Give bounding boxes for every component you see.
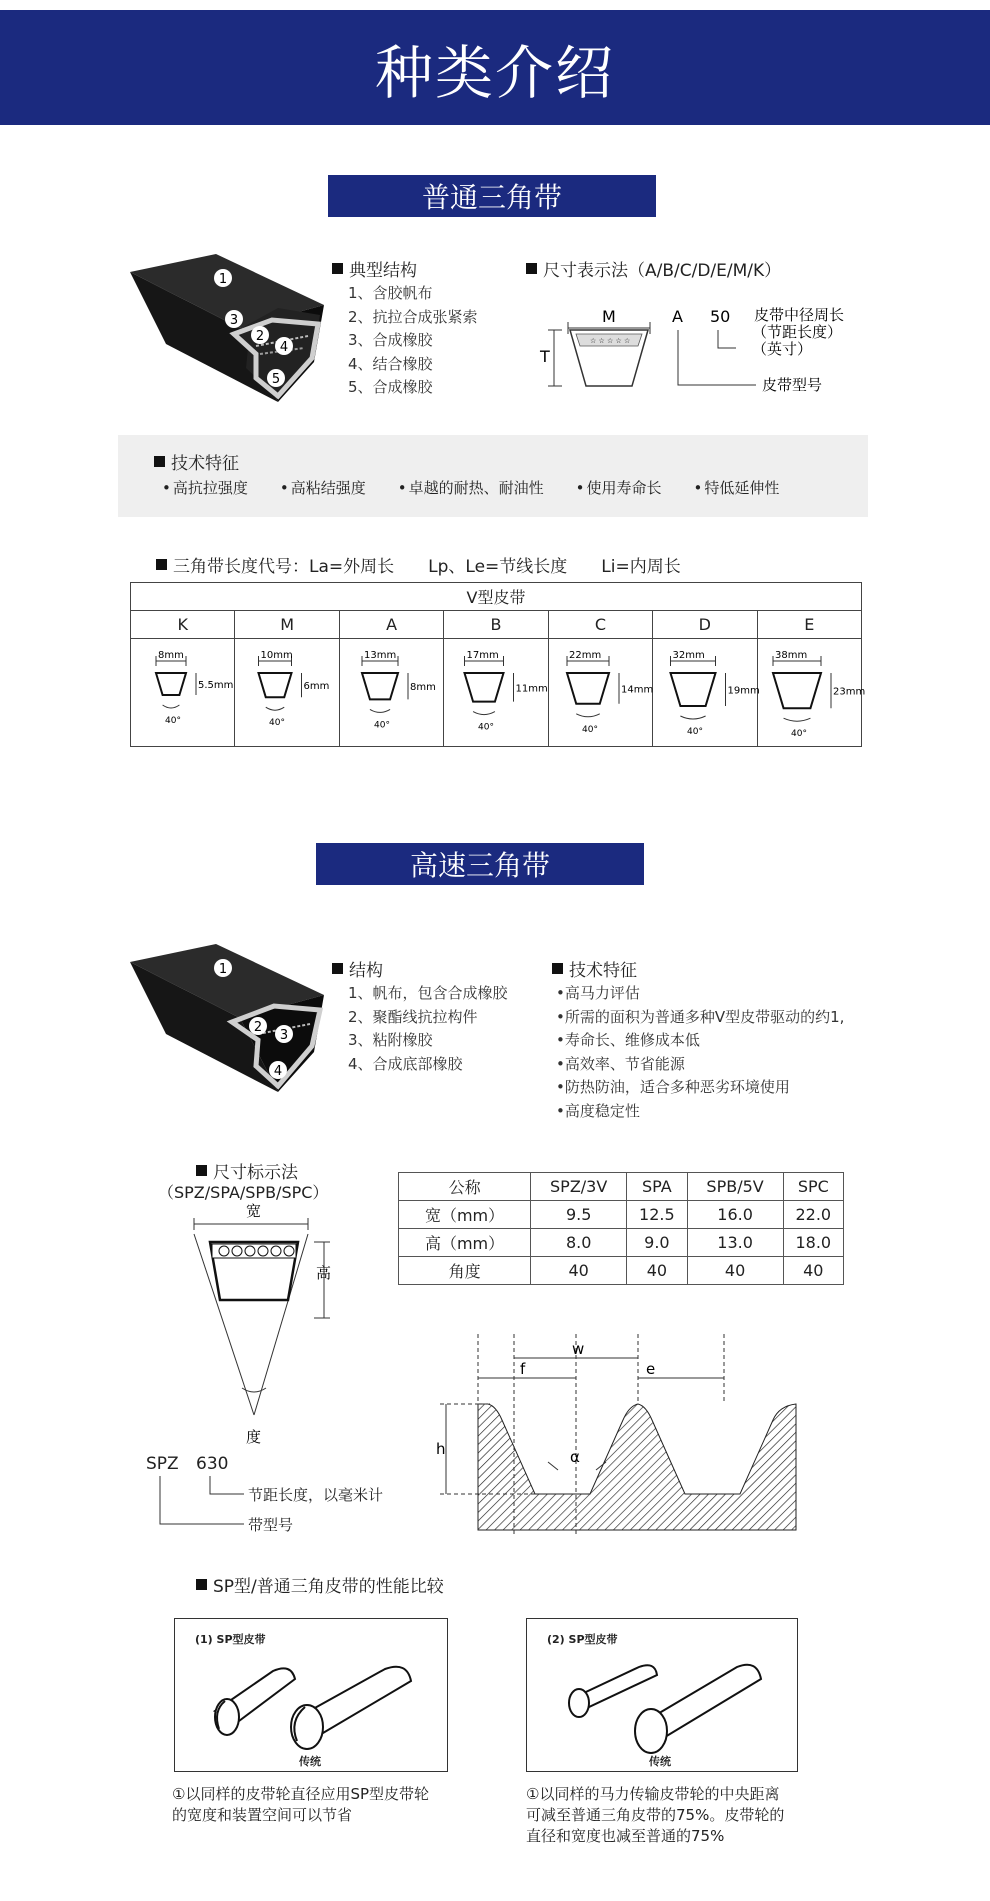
vbelt-col-header: K xyxy=(131,611,235,639)
structure-list xyxy=(348,282,478,400)
svg-text:5: 5 xyxy=(271,372,281,387)
table-cell: 22.0 xyxy=(783,1201,843,1229)
vbelt-col-header: B xyxy=(444,611,548,639)
vbelt-width-label: 13mm xyxy=(363,649,396,661)
size-notation-heading: 尺寸表示法（A/B/C/D/E/M/K） xyxy=(526,256,781,281)
table-cell: 9.0 xyxy=(627,1229,687,1257)
table-cell: 角度 xyxy=(399,1257,531,1285)
vbelt-col-header: D xyxy=(653,611,757,639)
spec-table-header: SPC xyxy=(783,1173,843,1201)
circumference-line2: （节距长度） xyxy=(752,323,843,341)
compare-caption-2: ①以同样的马力传输皮带轮的中央距离 可减至普通三角皮带的75%。皮带轮的 直径和宽度也减至普通的75% xyxy=(526,1785,785,1845)
sp-code-length: 630 xyxy=(196,1454,229,1474)
table-cell: 高（mm） xyxy=(399,1229,531,1257)
compare-belts-2 xyxy=(547,1641,787,1751)
vbelt-profile xyxy=(759,641,866,741)
svg-text:度: 度 xyxy=(246,1428,262,1446)
vbelt-profile-cell xyxy=(444,639,548,747)
hs-size-subheading: （SPZ/SPA/SPB/SPC） xyxy=(158,1183,329,1202)
vbelt-table xyxy=(130,582,866,747)
sp-belt-angle-diagram xyxy=(180,1200,340,1450)
vbelt-profile xyxy=(550,641,654,741)
vbelt-width-label: 38mm xyxy=(775,649,808,661)
structure-heading: 典型结构 xyxy=(332,256,417,281)
list-item: 5、合成橡胶 xyxy=(348,378,433,396)
svg-text:4: 4 xyxy=(279,340,289,355)
svg-text:h: h xyxy=(436,1440,446,1458)
table-cell: 40 xyxy=(627,1257,687,1285)
list-item: 3、粘附橡胶 xyxy=(348,1031,433,1049)
code-50: 50 xyxy=(710,307,731,326)
svg-text:f: f xyxy=(520,1360,526,1378)
list-item: 2、聚酯线抗拉构件 xyxy=(348,1007,478,1026)
vbelt-angle-label: 40° xyxy=(791,728,808,739)
vbelt-width-label: 32mm xyxy=(672,649,705,661)
list-item: 1、含胶帆布 xyxy=(348,284,433,302)
highspeed-belt-illustration xyxy=(128,940,328,1100)
section-title-highspeed: 高速三角带 xyxy=(316,843,644,885)
feature-item: • 卓越的耐热、耐油性 xyxy=(398,477,544,498)
compare-label-1: (1) SP型皮带 xyxy=(195,1633,266,1646)
compare-bottom-1: 传统 xyxy=(299,1755,321,1768)
vbelt-angle-label: 40° xyxy=(582,724,599,735)
vbelt-profile xyxy=(655,641,760,741)
vbelt-angle-label: 40° xyxy=(164,715,181,726)
compare-belts-1 xyxy=(195,1641,435,1751)
code-a: A xyxy=(672,307,683,326)
list-item: 2、抗拉合成张紧索 xyxy=(348,307,478,326)
vbelt-col-header: E xyxy=(757,611,861,639)
vbelt-width-label: 10mm xyxy=(260,649,293,661)
feature-item: • 高粘结强度 xyxy=(280,477,366,498)
svg-text:α: α xyxy=(570,1448,580,1466)
feature-item: • 使用寿命长 xyxy=(576,477,662,498)
list-item: •所需的面积为普通多种V型皮带驱动的约1, xyxy=(556,1007,845,1026)
sp-model-desc: 带型号 xyxy=(248,1516,294,1534)
compare-label-2: (2) SP型皮带 xyxy=(547,1633,618,1646)
vbelt-width-label: 8mm xyxy=(157,649,184,661)
vbelt-col-header: C xyxy=(548,611,652,639)
list-item: 4、合成底部橡胶 xyxy=(348,1054,463,1073)
list-item: •寿命长、维修成本低 xyxy=(556,1031,700,1049)
table-cell: 12.5 xyxy=(627,1201,687,1229)
section-title-standard: 普通三角带 xyxy=(328,175,656,217)
vbelt-height-label: 6mm xyxy=(303,680,330,692)
list-item: 3、合成橡胶 xyxy=(348,331,433,349)
list-item: •高马力评估 xyxy=(556,984,640,1002)
features-row xyxy=(162,477,779,498)
list-item: 4、结合橡胶 xyxy=(348,354,433,373)
compare-bottom-2: 传统 xyxy=(649,1755,671,1768)
vbelt-profile xyxy=(133,641,233,741)
vbelt-profile-cell xyxy=(548,639,652,747)
vbelt-angle-label: 40° xyxy=(269,717,286,728)
sp-code-connectors xyxy=(150,1474,250,1534)
spec-table-header: SPZ/3V xyxy=(531,1173,627,1201)
sp-spec-table xyxy=(398,1172,844,1285)
table-row xyxy=(399,1201,844,1229)
table-cell: 9.5 xyxy=(531,1201,627,1229)
hs-structure-heading: 结构 xyxy=(332,956,383,981)
table-cell: 18.0 xyxy=(783,1229,843,1257)
list-item: •高度稳定性 xyxy=(556,1101,640,1120)
list-item: 1、帆布，包含合成橡胶 xyxy=(348,984,508,1002)
vbelt-angle-label: 40° xyxy=(373,719,390,730)
svg-text:☆ ☆ ☆ ☆ ☆: ☆ ☆ ☆ ☆ ☆ xyxy=(590,337,631,345)
length-code-line: 三角带长度代号：La=外周长 Lp、Le=节线长度 Li=内周长 xyxy=(156,552,681,577)
table-cell: 13.0 xyxy=(687,1229,783,1257)
spec-table-header: SPB/5V xyxy=(687,1173,783,1201)
svg-text:1: 1 xyxy=(218,962,228,977)
compare-panel-2 xyxy=(526,1618,798,1772)
pulley-groove-diagram xyxy=(410,1334,810,1544)
svg-text:3: 3 xyxy=(229,313,239,328)
circumference-line1: 皮带中径周长 xyxy=(754,306,845,324)
compare-caption-1: ①以同样的皮带轮直径应用SP型皮带轮 的宽度和装置空间可以节省 xyxy=(172,1785,430,1824)
features-box xyxy=(118,435,868,517)
svg-text:4: 4 xyxy=(273,1064,283,1079)
hs-size-heading: 尺寸标示法 xyxy=(196,1158,298,1183)
table-cell: 40 xyxy=(687,1257,783,1285)
svg-text:1: 1 xyxy=(218,272,228,287)
vbelt-col-header: A xyxy=(339,611,443,639)
vbelt-height-label: 11mm xyxy=(515,682,548,694)
vbelt-profile-cell xyxy=(235,639,339,747)
svg-text:3: 3 xyxy=(279,1028,289,1043)
table-row xyxy=(399,1257,844,1285)
page-banner: 种类介绍 xyxy=(0,10,990,125)
feature-item: • 高抗拉强度 xyxy=(162,477,248,498)
sp-length-desc: 节距长度，以毫米计 xyxy=(248,1486,384,1504)
belt-structure-illustration xyxy=(128,250,328,410)
svg-text:2: 2 xyxy=(253,1020,263,1035)
hs-structure-list xyxy=(348,982,508,1076)
compare-heading: SP型/普通三角皮带的性能比较 xyxy=(196,1572,444,1597)
features-heading: 技术特征 xyxy=(154,449,239,474)
compare-panel-1 xyxy=(174,1618,448,1772)
vbelt-profile-cell xyxy=(131,639,235,747)
svg-text:e: e xyxy=(646,1360,656,1378)
table-cell: 40 xyxy=(783,1257,843,1285)
vbelt-profile xyxy=(237,641,337,741)
t-label: T xyxy=(540,347,550,366)
table-cell: 宽（mm） xyxy=(399,1201,531,1229)
table-cell: 40 xyxy=(531,1257,627,1285)
m-label: M xyxy=(602,307,616,326)
hs-features-list xyxy=(556,982,844,1123)
hs-features-heading: 技术特征 xyxy=(552,956,637,981)
vbelt-height-label: 23mm xyxy=(833,686,866,698)
vbelt-profile xyxy=(446,641,546,741)
vbelt-profile-cell xyxy=(339,639,443,747)
svg-text:宽: 宽 xyxy=(246,1202,262,1220)
belt-model-label: 皮带型号 xyxy=(762,376,823,394)
table-cell: 16.0 xyxy=(687,1201,783,1229)
vbelt-height-label: 19mm xyxy=(727,685,760,696)
list-item: •防热防油，适合多种恶劣环境使用 xyxy=(556,1078,790,1096)
size-notation-diagram xyxy=(540,300,870,400)
vbelt-height-label: 14mm xyxy=(621,683,654,695)
vbelt-profile xyxy=(342,641,442,741)
sp-code-model: SPZ xyxy=(146,1454,179,1474)
table-cell: 8.0 xyxy=(531,1229,627,1257)
vbelt-profile-cell xyxy=(653,639,760,747)
vbelt-table-title: V型皮带 xyxy=(131,583,862,611)
svg-text:高: 高 xyxy=(316,1264,332,1282)
spec-table-header: SPA xyxy=(627,1173,687,1201)
vbelt-height-label: 5.5mm xyxy=(197,679,234,691)
vbelt-width-label: 22mm xyxy=(569,649,602,661)
vbelt-profile-cell xyxy=(757,639,866,747)
vbelt-angle-label: 40° xyxy=(477,722,494,733)
vbelt-height-label: 8mm xyxy=(409,681,436,693)
vbelt-width-label: 17mm xyxy=(466,649,499,661)
svg-text:2: 2 xyxy=(255,329,265,344)
list-item: •高效率、节省能源 xyxy=(556,1054,685,1073)
feature-item: • 特低延伸性 xyxy=(694,477,780,498)
table-row xyxy=(399,1229,844,1257)
vbelt-col-header: M xyxy=(235,611,339,639)
vbelt-angle-label: 40° xyxy=(686,726,703,737)
spec-table-header: 公称 xyxy=(399,1173,531,1201)
svg-text:w: w xyxy=(572,1340,585,1358)
circumference-line3: （英寸） xyxy=(752,340,813,358)
